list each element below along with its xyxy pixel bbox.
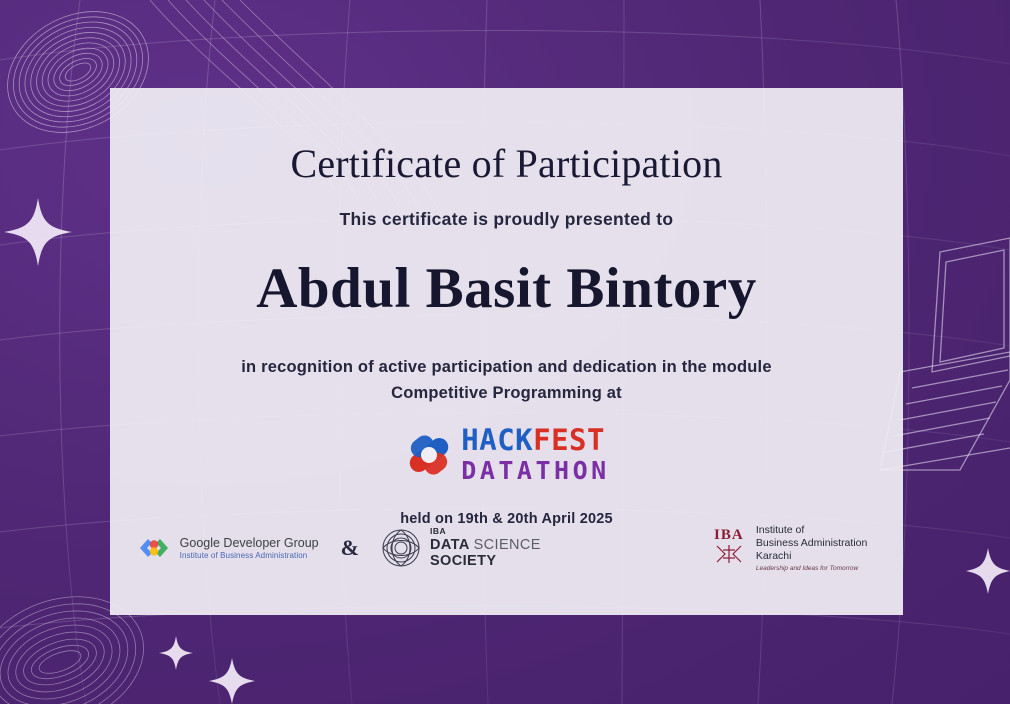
recognition-text bbox=[241, 355, 771, 406]
recipient-name: Abdul Basit Bintory bbox=[256, 257, 757, 320]
hackfest-word-hack: HACK bbox=[461, 423, 534, 458]
gdg-mark-icon bbox=[136, 536, 172, 560]
page-title: Certificate of Participation bbox=[290, 141, 723, 186]
iba-line-3: Karachi bbox=[755, 549, 792, 562]
iba-line-2: Business Administration bbox=[755, 536, 868, 549]
event-logo bbox=[403, 423, 610, 486]
gdg-title: Google Developer Group bbox=[179, 535, 319, 550]
iba-mark-icon bbox=[711, 527, 747, 569]
dss-data-label: DATA bbox=[429, 536, 470, 553]
gdg-logo bbox=[136, 536, 319, 561]
iba-tagline: Leadership and Ideas for Tomorrow bbox=[755, 564, 859, 572]
dss-science-label: SCIENCE bbox=[473, 536, 541, 553]
footer-logos bbox=[110, 524, 903, 574]
dss-iba-label: IBA bbox=[429, 526, 447, 537]
certificate-card bbox=[110, 88, 903, 615]
presented-to-text: This certificate is proudly presented to bbox=[339, 209, 674, 229]
ampersand: & bbox=[340, 535, 359, 561]
hackfest-wordmark bbox=[461, 423, 609, 458]
recognition-line-2: Competitive Programming at bbox=[391, 383, 622, 402]
gdg-subtitle: Institute of Business Administration bbox=[179, 550, 308, 560]
dss-society-label: SOCIETY bbox=[429, 553, 497, 569]
datathon-wordmark: DATATHON bbox=[461, 456, 610, 486]
recognition-line-1: in recognition of active participation and dedication in the module bbox=[241, 358, 772, 376]
hackfest-mark-icon bbox=[403, 430, 455, 480]
iba-karachi-logo bbox=[711, 524, 867, 574]
iba-line-1: Institute of bbox=[755, 523, 805, 536]
iba-crest-icon bbox=[711, 544, 747, 564]
hackfest-word-fest: FEST bbox=[533, 423, 605, 458]
iba-letters: IBA bbox=[714, 527, 744, 544]
data-science-society-logo bbox=[381, 527, 541, 569]
event-date: held on 19th & 20th April 2025 bbox=[400, 511, 613, 528]
dss-mark-icon bbox=[381, 528, 421, 568]
